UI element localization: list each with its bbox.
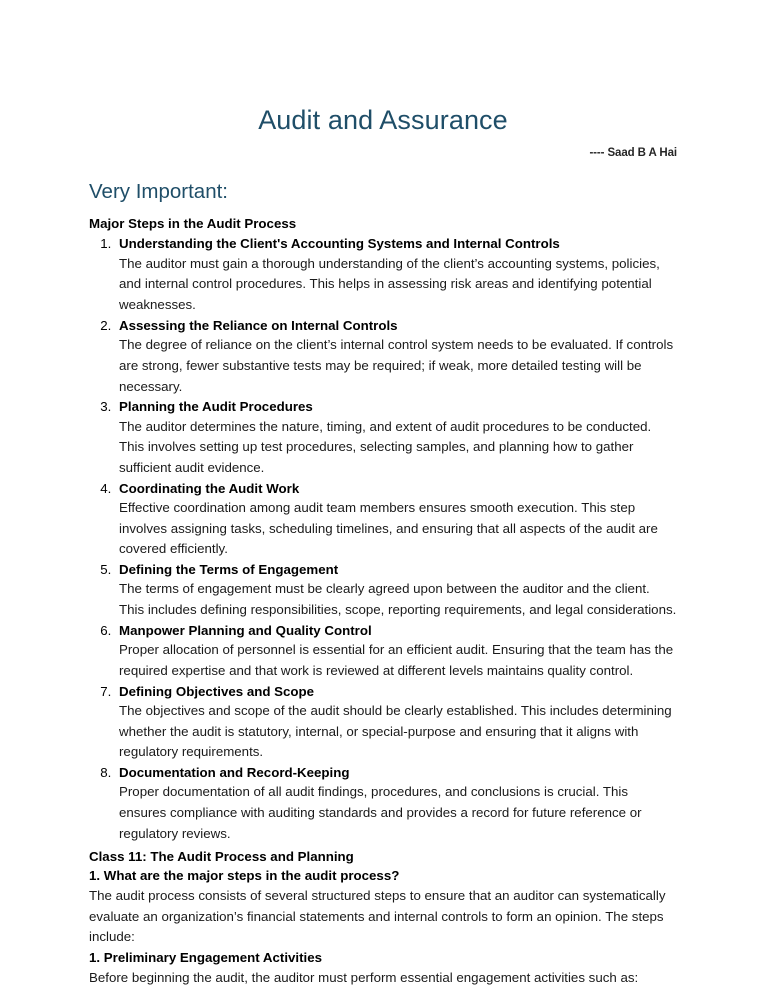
audit-steps-list — [89, 234, 677, 844]
class-notes-block — [89, 845, 677, 989]
step-body: The objectives and scope of the audit should be clearly established. This includes determining whether the audit is statutory, internal, or special-purpose and ensuring that it aligns with regulatory requirements. — [119, 702, 672, 760]
list-item — [115, 316, 677, 397]
answer-paragraph: The audit process consists of several structured steps to ensure that an auditor can systematically evaluate an organization’s financial statements and internal controls to form an opinion. The steps include: — [89, 887, 666, 945]
step-title: 3. Planning the Audit Procedures — [119, 399, 313, 415]
step-body: The degree of reliance on the client’s internal control system needs to be evaluated. If controls are strong, fewer substantive tests may be required; if weak, more detailed testing will be necessary. — [119, 337, 674, 394]
step-body: The terms of engagement must be clearly agreed upon between the auditor and the client. This includes defining responsibilities, scope, reporting requirements, and legal considerations. — [119, 581, 677, 618]
step-body: The auditor determines the nature, timing, and extent of audit procedures to be conducted. This involves setting up test procedures, selecting samples, and planning how to gather sufficient audit evidence. — [119, 418, 652, 475]
list-item — [115, 763, 677, 844]
subsection-heading: 1. Preliminary Engagement Activities — [89, 950, 323, 966]
step-body: Effective coordination among audit team members ensures smooth execution. This step involves assigning tasks, scheduling timelines, and ensuring that all aspects of the audit are covered efficiently. — [119, 500, 658, 557]
step-body: Proper allocation of personnel is essential for an efficient audit. Ensuring that the team has the required expertise and that work is reviewed at different levels maintains quality control. — [119, 642, 674, 678]
list-item — [115, 560, 677, 621]
page-title: Audit and Assurance — [258, 105, 508, 135]
step-body: Proper documentation of all audit findings, procedures, and conclusions is crucial. This ensures compliance with auditing standards and provides a record for future reference or regulatory reviews. — [119, 784, 642, 841]
step-title: 8. Documentation and Record-Keeping — [119, 765, 350, 781]
list-item — [115, 397, 677, 478]
section-heading-very-important: Very Important: — [89, 179, 229, 203]
step-title: 7. Defining Objectives and Scope — [119, 683, 315, 699]
list-item — [115, 621, 677, 682]
step-title: 1. Understanding the Client's Accounting Systems and Internal Controls — [119, 236, 560, 252]
step-title: 6. Manpower Planning and Quality Control — [119, 622, 372, 638]
author-byline: ---- Saad B A Hai — [589, 146, 677, 159]
question-heading: 1. What are the major steps in the audit process? — [89, 868, 400, 884]
list-item — [115, 682, 677, 763]
list-item — [115, 479, 677, 560]
step-body: The auditor must gain a thorough understanding of the client’s accounting systems, policies, and internal control procedures. This helps in assessing risk areas and identifying potential weaknesses. — [119, 255, 660, 313]
list-intro-heading: Major Steps in the Audit Process — [89, 216, 297, 232]
subsection-paragraph: Before beginning the audit, the auditor must perform essential engagement activities such as: — [89, 969, 639, 985]
step-title: 4. Coordinating the Audit Work — [119, 480, 300, 496]
step-title: 2. Assessing the Reliance on Internal Controls — [119, 317, 398, 333]
document-content — [89, 0, 677, 989]
step-title: 5. Defining the Terms of Engagement — [119, 562, 339, 578]
class-heading: Class 11: The Audit Process and Planning — [89, 848, 354, 864]
list-item — [115, 234, 677, 315]
